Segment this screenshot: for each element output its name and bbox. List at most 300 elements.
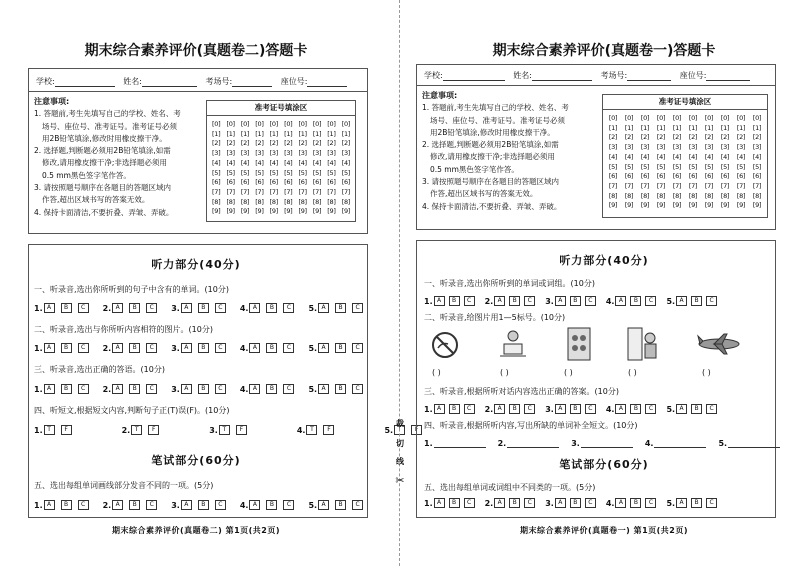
digit-bubble[interactable]: [9] [640,201,650,210]
digit-bubble[interactable]: [5] [688,162,698,171]
digit-bubble[interactable]: [5] [752,162,762,171]
option-bubble[interactable]: C [215,384,226,394]
digit-bubble[interactable]: [7] [240,187,250,196]
digit-bubble[interactable]: [3] [720,143,730,152]
fill-blank-line[interactable] [507,438,559,448]
option-bubble[interactable]: C [78,303,89,313]
digit-bubble[interactable]: [6] [212,178,221,187]
digit-bubble[interactable]: [4] [226,158,235,167]
digit-bubble[interactable]: [3] [640,143,650,152]
option-bubble[interactable]: C [215,343,226,353]
option-bubble[interactable]: A [434,498,445,508]
digit-bubble[interactable]: [7] [284,187,293,196]
digit-bubble[interactable]: [0] [312,120,322,128]
option-bubble[interactable]: B [630,498,641,508]
digit-bubble[interactable]: [3] [255,149,264,158]
digit-bubble[interactable]: [7] [255,187,264,196]
digit-bubble[interactable]: [1] [284,129,293,138]
option-bubble[interactable]: B [266,343,277,353]
digit-bubble[interactable]: [2] [736,133,746,142]
digit-bubble[interactable]: [8] [720,191,730,200]
digit-bubble[interactable]: [0] [672,114,682,122]
digit-bubble[interactable]: [3] [312,149,322,158]
option-bubble[interactable]: B [198,500,209,510]
digit-bubble[interactable]: [6] [240,178,250,187]
option-bubble[interactable]: A [112,303,123,313]
digit-bubble[interactable]: [8] [656,191,666,200]
digit-bubble[interactable]: [1] [240,129,250,138]
digit-bubble[interactable]: [3] [298,149,307,158]
option-bubble[interactable]: C [524,296,535,306]
picture-answer-2[interactable]: ( ) [500,368,509,377]
digit-bubble[interactable]: [2] [255,139,264,148]
digit-bubble[interactable]: [0] [704,114,714,122]
option-bubble[interactable]: B [509,296,520,306]
option-bubble[interactable]: B [335,303,346,313]
exam-room-field[interactable] [232,76,272,87]
digit-bubble[interactable]: [9] [736,201,746,210]
digit-bubble[interactable]: [6] [284,178,293,187]
digit-bubble[interactable]: [3] [327,149,336,158]
digit-bubble[interactable]: [1] [736,123,746,132]
digit-bubble[interactable]: [7] [640,181,650,190]
digit-bubble[interactable]: [4] [608,152,618,161]
option-bubble[interactable]: B [266,384,277,394]
digit-bubble[interactable]: [8] [341,197,351,206]
option-bubble[interactable]: A [555,404,566,414]
option-bubble[interactable]: A [494,296,505,306]
digit-bubble[interactable]: [2] [720,133,730,142]
digit-bubble[interactable]: [1] [255,129,264,138]
option-bubble[interactable]: A [494,404,505,414]
option-bubble[interactable]: B [691,296,702,306]
digit-bubble[interactable]: [9] [284,207,293,216]
digit-bubble[interactable]: [6] [298,178,307,187]
digit-bubble[interactable]: [1] [608,123,618,132]
digit-bubble[interactable]: [1] [226,129,235,138]
name-field[interactable] [142,76,197,87]
option-bubble[interactable]: C [706,498,717,508]
option-bubble[interactable]: C [524,404,535,414]
seat-field[interactable] [307,76,347,87]
digit-bubble[interactable]: [7] [341,187,351,196]
option-bubble[interactable]: B [266,303,277,313]
digit-bubble[interactable]: [1] [640,123,650,132]
digit-bubble[interactable]: [1] [298,129,307,138]
digit-bubble[interactable]: [2] [284,139,293,148]
option-bubble[interactable]: T [44,425,55,435]
digit-bubble[interactable]: [5] [672,162,682,171]
digit-bubble[interactable]: [2] [624,133,634,142]
digit-bubble[interactable]: [3] [284,149,293,158]
digit-bubble[interactable]: [8] [608,191,618,200]
digit-bubble[interactable]: [2] [226,139,235,148]
digit-bubble[interactable]: [8] [284,197,293,206]
digit-bubble[interactable]: [9] [327,207,336,216]
fill-blank-line[interactable] [434,438,486,448]
digit-bubble[interactable]: [9] [704,201,714,210]
digit-bubble[interactable]: [4] [255,158,264,167]
exam-room-field[interactable] [627,70,671,81]
option-bubble[interactable]: B [570,404,581,414]
digit-bubble[interactable]: [2] [688,133,698,142]
digit-bubble[interactable]: [2] [298,139,307,148]
digit-bubble[interactable]: [3] [269,149,278,158]
option-bubble[interactable]: B [61,384,72,394]
option-bubble[interactable]: A [44,384,55,394]
option-bubble[interactable]: C [78,343,89,353]
option-bubble[interactable]: C [464,296,475,306]
option-bubble[interactable]: C [352,343,363,353]
option-bubble[interactable]: B [449,404,460,414]
option-bubble[interactable]: F [323,425,334,435]
digit-bubble[interactable]: [2] [704,133,714,142]
option-bubble[interactable]: B [691,404,702,414]
digit-bubble[interactable]: [3] [672,143,682,152]
digit-bubble[interactable]: [0] [720,114,730,122]
option-bubble[interactable]: A [615,296,626,306]
option-bubble[interactable]: C [283,343,294,353]
option-bubble[interactable]: B [129,500,140,510]
option-bubble[interactable]: A [318,343,329,353]
option-bubble[interactable]: A [181,500,192,510]
option-bubble[interactable]: A [615,404,626,414]
option-bubble[interactable]: A [676,296,687,306]
option-bubble[interactable]: B [335,384,346,394]
digit-bubble[interactable]: [5] [255,168,264,177]
digit-bubble[interactable]: [9] [269,207,278,216]
digit-bubble[interactable]: [3] [240,149,250,158]
digit-bubble[interactable]: [4] [284,158,293,167]
digit-bubble[interactable]: [5] [656,162,666,171]
fill-blank-line[interactable] [581,438,633,448]
digit-bubble[interactable]: [4] [298,158,307,167]
digit-bubble[interactable]: [8] [298,197,307,206]
option-bubble[interactable]: A [249,384,260,394]
option-bubble[interactable]: B [61,500,72,510]
option-bubble[interactable]: F [411,425,422,435]
option-bubble[interactable]: C [706,404,717,414]
option-bubble[interactable]: A [434,296,445,306]
digit-bubble[interactable]: [7] [312,187,322,196]
digit-bubble[interactable]: [1] [704,123,714,132]
picture-answer-5[interactable]: ( ) [702,368,711,377]
option-bubble[interactable]: C [283,500,294,510]
digit-bubble[interactable]: [4] [704,152,714,161]
digit-bubble[interactable]: [4] [327,158,336,167]
digit-bubble[interactable]: [0] [752,114,762,122]
digit-bubble[interactable]: [9] [255,207,264,216]
option-bubble[interactable]: F [236,425,247,435]
digit-bubble[interactable]: [8] [736,191,746,200]
name-field[interactable] [532,70,592,81]
option-bubble[interactable]: A [249,500,260,510]
option-bubble[interactable]: C [146,384,157,394]
option-bubble[interactable]: B [61,303,72,313]
digit-bubble[interactable]: [7] [608,181,618,190]
digit-bubble[interactable]: [7] [298,187,307,196]
digit-bubble[interactable]: [9] [656,201,666,210]
digit-bubble[interactable]: [7] [269,187,278,196]
digit-bubble[interactable]: [5] [269,168,278,177]
digit-bubble[interactable]: [3] [656,143,666,152]
digit-bubble[interactable]: [2] [341,139,351,148]
option-bubble[interactable]: T [394,425,405,435]
option-bubble[interactable]: C [352,303,363,313]
digit-bubble[interactable]: [6] [736,172,746,181]
digit-bubble[interactable]: [6] [656,172,666,181]
digit-bubble[interactable]: [0] [269,120,278,128]
grid-columns[interactable] [603,110,767,211]
digit-bubble[interactable]: [5] [341,168,351,177]
option-bubble[interactable]: C [283,384,294,394]
option-bubble[interactable]: C [283,303,294,313]
digit-bubble[interactable]: [9] [672,201,682,210]
digit-bubble[interactable]: [1] [327,129,336,138]
digit-bubble[interactable]: [3] [688,143,698,152]
option-bubble[interactable]: C [645,498,656,508]
option-bubble[interactable]: B [129,303,140,313]
digit-bubble[interactable]: [4] [212,158,221,167]
digit-bubble[interactable]: [8] [240,197,250,206]
answer-row-1[interactable] [34,303,377,313]
digit-bubble[interactable]: [2] [212,139,221,148]
digit-bubble[interactable]: [8] [255,197,264,206]
digit-bubble[interactable]: [2] [752,133,762,142]
digit-bubble[interactable]: [9] [226,207,235,216]
digit-bubble[interactable]: [4] [672,152,682,161]
option-bubble[interactable]: A [676,498,687,508]
answer-row-5[interactable] [34,500,377,510]
digit-bubble[interactable]: [5] [240,168,250,177]
answer-row-3[interactable] [424,404,727,414]
digit-bubble[interactable]: [0] [284,120,293,128]
digit-bubble[interactable]: [1] [312,129,322,138]
option-bubble[interactable]: F [148,425,159,435]
digit-bubble[interactable]: [1] [720,123,730,132]
digit-bubble[interactable]: [0] [640,114,650,122]
option-bubble[interactable]: A [676,404,687,414]
digit-bubble[interactable]: [6] [704,172,714,181]
digit-bubble[interactable]: [5] [298,168,307,177]
digit-bubble[interactable]: [3] [624,143,634,152]
digit-bubble[interactable]: [4] [688,152,698,161]
digit-bubble[interactable]: [5] [226,168,235,177]
option-bubble[interactable]: B [630,296,641,306]
digit-bubble[interactable]: [7] [212,187,221,196]
digit-bubble[interactable]: [3] [608,143,618,152]
option-bubble[interactable]: B [266,500,277,510]
digit-bubble[interactable]: [0] [226,120,235,128]
option-bubble[interactable]: B [570,296,581,306]
option-bubble[interactable]: A [494,498,505,508]
digit-bubble[interactable]: [9] [312,207,322,216]
option-bubble[interactable]: A [249,343,260,353]
option-bubble[interactable]: A [112,500,123,510]
digit-bubble[interactable]: [1] [212,129,221,138]
option-bubble[interactable]: C [352,500,363,510]
digit-bubble[interactable]: [9] [624,201,634,210]
option-bubble[interactable]: A [181,384,192,394]
option-bubble[interactable]: A [112,384,123,394]
answer-row-4[interactable] [424,438,792,448]
digit-bubble[interactable]: [0] [341,120,351,128]
digit-bubble[interactable]: [1] [656,123,666,132]
digit-bubble[interactable]: [6] [624,172,634,181]
fill-blank-line[interactable] [654,438,706,448]
digit-bubble[interactable]: [0] [608,114,618,122]
digit-bubble[interactable]: [5] [312,168,322,177]
digit-bubble[interactable]: [8] [640,191,650,200]
digit-bubble[interactable]: [2] [327,139,336,148]
digit-bubble[interactable]: [9] [212,207,221,216]
digit-bubble[interactable]: [5] [624,162,634,171]
option-bubble[interactable]: C [645,404,656,414]
digit-bubble[interactable]: [8] [269,197,278,206]
digit-bubble[interactable]: [9] [688,201,698,210]
option-bubble[interactable]: C [645,296,656,306]
digit-bubble[interactable]: [6] [269,178,278,187]
picture-answer-3[interactable]: ( ) [564,368,573,377]
option-bubble[interactable]: C [585,296,596,306]
option-bubble[interactable]: A [44,303,55,313]
option-bubble[interactable]: B [129,343,140,353]
digit-bubble[interactable]: [6] [688,172,698,181]
digit-bubble[interactable]: [7] [752,181,762,190]
digit-bubble[interactable]: [8] [312,197,322,206]
digit-bubble[interactable]: [2] [656,133,666,142]
digit-bubble[interactable]: [3] [704,143,714,152]
digit-bubble[interactable]: [1] [624,123,634,132]
digit-bubble[interactable]: [0] [255,120,264,128]
option-bubble[interactable]: B [570,498,581,508]
option-bubble[interactable]: B [449,296,460,306]
option-bubble[interactable]: T [131,425,142,435]
seat-field[interactable] [706,70,750,81]
digit-bubble[interactable]: [7] [656,181,666,190]
digit-bubble[interactable]: [4] [312,158,322,167]
digit-bubble[interactable]: [4] [720,152,730,161]
option-bubble[interactable]: A [615,498,626,508]
digit-bubble[interactable]: [6] [327,178,336,187]
digit-bubble[interactable]: [5] [608,162,618,171]
option-bubble[interactable]: C [464,404,475,414]
digit-bubble[interactable]: [4] [240,158,250,167]
answer-row-5[interactable] [424,498,727,508]
digit-bubble[interactable]: [9] [720,201,730,210]
digit-bubble[interactable]: [9] [752,201,762,210]
digit-bubble[interactable]: [3] [736,143,746,152]
option-bubble[interactable]: B [198,384,209,394]
answer-row-3[interactable] [34,384,377,394]
digit-bubble[interactable]: [0] [212,120,221,128]
digit-bubble[interactable]: [4] [736,152,746,161]
option-bubble[interactable]: C [146,343,157,353]
digit-bubble[interactable]: [6] [672,172,682,181]
option-bubble[interactable]: A [44,500,55,510]
digit-bubble[interactable]: [6] [341,178,351,187]
option-bubble[interactable]: A [555,498,566,508]
digit-bubble[interactable]: [2] [312,139,322,148]
digit-bubble[interactable]: [0] [240,120,250,128]
digit-bubble[interactable]: [3] [752,143,762,152]
digit-bubble[interactable]: [0] [298,120,307,128]
digit-bubble[interactable]: [5] [640,162,650,171]
option-bubble[interactable]: C [78,500,89,510]
option-bubble[interactable]: B [630,404,641,414]
digit-bubble[interactable]: [1] [688,123,698,132]
digit-bubble[interactable]: [5] [284,168,293,177]
digit-bubble[interactable]: [6] [720,172,730,181]
option-bubble[interactable]: B [509,498,520,508]
digit-bubble[interactable]: [6] [255,178,264,187]
option-bubble[interactable]: B [509,404,520,414]
digit-bubble[interactable]: [2] [240,139,250,148]
option-bubble[interactable]: A [318,303,329,313]
digit-bubble[interactable]: [9] [341,207,351,216]
digit-bubble[interactable]: [0] [327,120,336,128]
digit-bubble[interactable]: [3] [212,149,221,158]
option-bubble[interactable]: C [215,303,226,313]
option-bubble[interactable]: B [61,343,72,353]
digit-bubble[interactable]: [4] [656,152,666,161]
option-bubble[interactable]: C [706,296,717,306]
digit-bubble[interactable]: [8] [226,197,235,206]
digit-bubble[interactable]: [6] [640,172,650,181]
option-bubble[interactable]: A [181,303,192,313]
option-bubble[interactable]: B [129,384,140,394]
digit-bubble[interactable]: [7] [688,181,698,190]
option-bubble[interactable]: C [585,404,596,414]
digit-bubble[interactable]: [7] [672,181,682,190]
digit-bubble[interactable]: [7] [327,187,336,196]
digit-bubble[interactable]: [5] [736,162,746,171]
digit-bubble[interactable]: [7] [736,181,746,190]
digit-bubble[interactable]: [0] [688,114,698,122]
digit-bubble[interactable]: [6] [752,172,762,181]
digit-bubble[interactable]: [2] [269,139,278,148]
digit-bubble[interactable]: [4] [752,152,762,161]
digit-bubble[interactable]: [7] [226,187,235,196]
option-bubble[interactable]: C [464,498,475,508]
digit-bubble[interactable]: [1] [672,123,682,132]
digit-bubble[interactable]: [9] [608,201,618,210]
option-bubble[interactable]: B [691,498,702,508]
digit-bubble[interactable]: [0] [624,114,634,122]
digit-bubble[interactable]: [0] [736,114,746,122]
digit-bubble[interactable]: [3] [226,149,235,158]
picture-answer-4[interactable]: ( ) [628,368,637,377]
option-bubble[interactable]: C [215,500,226,510]
option-bubble[interactable]: T [219,425,230,435]
digit-bubble[interactable]: [1] [341,129,351,138]
digit-bubble[interactable]: [0] [656,114,666,122]
digit-bubble[interactable]: [8] [688,191,698,200]
option-bubble[interactable]: A [44,343,55,353]
option-bubble[interactable]: B [335,343,346,353]
option-bubble[interactable]: B [335,500,346,510]
digit-bubble[interactable]: [8] [327,197,336,206]
digit-bubble[interactable]: [7] [720,181,730,190]
option-bubble[interactable]: C [146,303,157,313]
option-bubble[interactable]: C [524,498,535,508]
digit-bubble[interactable]: [8] [672,191,682,200]
digit-bubble[interactable]: [1] [752,123,762,132]
option-bubble[interactable]: T [306,425,317,435]
option-bubble[interactable]: A [434,404,445,414]
option-bubble[interactable]: A [249,303,260,313]
option-bubble[interactable]: A [555,296,566,306]
